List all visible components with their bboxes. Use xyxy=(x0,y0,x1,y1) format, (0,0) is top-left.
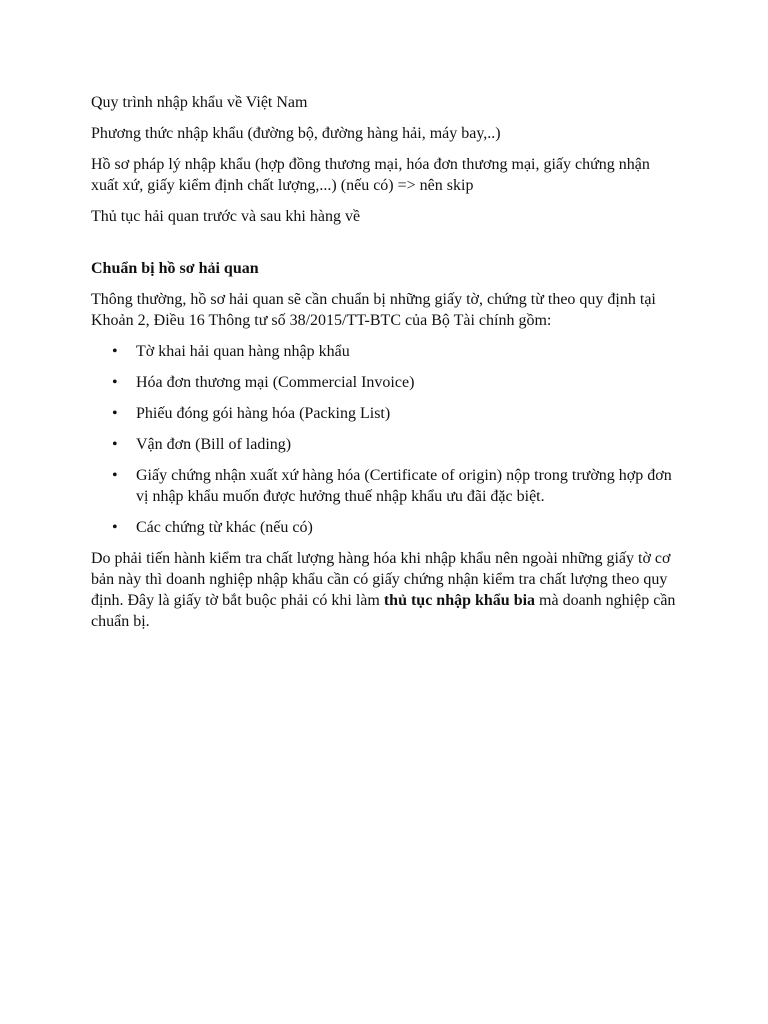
list-item xyxy=(91,434,681,455)
bullet-icon: • xyxy=(112,374,118,391)
bullet-icon: • xyxy=(112,467,118,484)
list-item-text: Tờ khai hải quan hàng nhập khẩu xyxy=(136,343,350,360)
bullet-icon: • xyxy=(112,343,118,360)
list-item xyxy=(91,403,681,424)
document-list xyxy=(91,341,681,538)
bullet-icon: • xyxy=(112,405,118,422)
closing-text-end: mà doanh nghiệp cần chuẩn bị. xyxy=(91,592,676,630)
list-item xyxy=(91,517,681,538)
bullet-icon: • xyxy=(112,519,118,536)
list-item xyxy=(91,465,681,507)
section-lead-paragraph: Thông thường, hồ sơ hải quan sẽ cần chuẩn bị những giấy tờ, chứng từ theo quy định tại Khoản 2, Điều 16 Thông tư số 38/2015/TT-BTC của Bộ Tài chính gồm: xyxy=(91,291,656,329)
list-item xyxy=(91,372,681,393)
list-item-text: Phiếu đóng gói hàng hóa (Packing List) xyxy=(136,405,391,422)
list-item xyxy=(91,341,681,362)
list-item-text: Các chứng từ khác (nếu có) xyxy=(136,519,313,536)
bullet-icon: • xyxy=(112,436,118,453)
closing-bold-phrase: thủ tục nhập khẩu bia xyxy=(383,592,536,609)
closing-paragraph xyxy=(91,548,681,632)
blank-line xyxy=(91,237,681,258)
document-page xyxy=(91,92,681,642)
intro-line-title: Quy trình nhập khẩu về Việt Nam xyxy=(91,94,308,111)
list-item-text: Giấy chứng nhận xuất xứ hàng hóa (Certificate of origin) nộp trong trường hợp đơn vị nhập khẩu muốn được hưởng thuế nhập khẩu ưu đãi đặc biệt. xyxy=(136,467,672,505)
closing-text-start: Do phải tiến hành kiểm tra chất lượng hàng hóa khi nhập khẩu nên ngoài những giấy tờ cơ bản này thì doanh nghiệp nhập khẩu cần có giấy chứng nhận kiểm tra chất lượng theo quy định. Đây là giấy tờ bắt buộc phải có khi làm xyxy=(91,550,671,609)
list-item-text: Hóa đơn thương mại (Commercial Invoice) xyxy=(136,374,415,391)
list-item-text: Vận đơn (Bill of lading) xyxy=(136,436,292,453)
intro-line-methods: Phương thức nhập khẩu (đường bộ, đường hàng hải, máy bay,..) xyxy=(91,125,501,142)
section-heading: Chuẩn bị hồ sơ hải quan xyxy=(91,260,259,277)
intro-line-legal-docs: Hồ sơ pháp lý nhập khẩu (hợp đồng thương mại, hóa đơn thương mại, giấy chứng nhận xuất xứ, giấy kiểm định chất lượng,...) (nếu có) => nên skip xyxy=(91,156,650,194)
intro-line-customs-procedure: Thủ tục hải quan trước và sau khi hàng về xyxy=(91,208,361,225)
